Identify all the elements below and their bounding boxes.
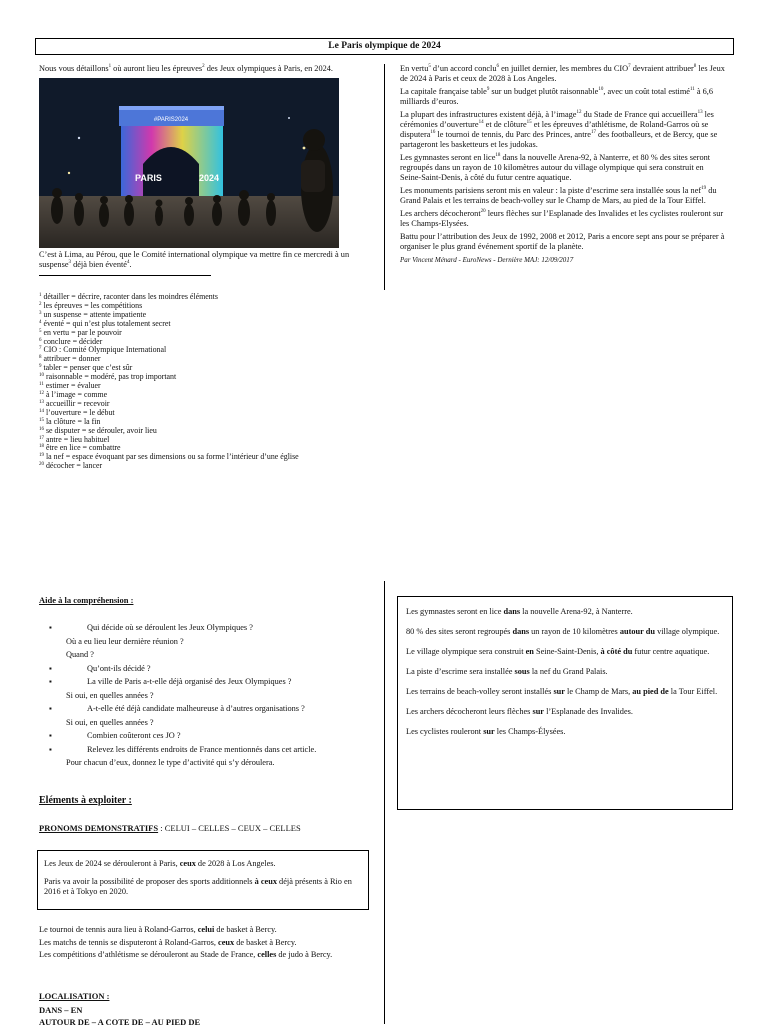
example-text: Les Jeux de 2024 se dérouleront à Paris, bbox=[44, 859, 180, 868]
localisation-text: le Champ de Mars, bbox=[564, 687, 633, 696]
article-paragraph bbox=[400, 110, 726, 150]
footnote-text: raisonnable = modéré, pas trop important bbox=[44, 372, 177, 382]
example-text: Le tournoi de tennis aura lieu à Roland-Garros, bbox=[39, 925, 198, 934]
question-text: A-t-elle été déjà candidate malheureuse à d’autres organisations ? bbox=[87, 704, 305, 713]
example-sentence bbox=[39, 937, 379, 950]
footnote-text: accueillir = recevoir bbox=[44, 398, 110, 408]
localisation-keyword: autour du bbox=[619, 627, 655, 636]
after-photo-text bbox=[39, 250, 363, 270]
sub-question bbox=[46, 716, 366, 730]
example-text: de basket à Bercy. bbox=[214, 925, 277, 934]
article-text: en juillet dernier, les membres du CIO bbox=[499, 64, 629, 73]
footnote-number: 18 bbox=[39, 444, 44, 450]
localisation-text: Les cyclistes rouleront bbox=[406, 727, 484, 736]
localisation-text: village olympique. bbox=[655, 627, 720, 636]
footnote-text: la clôture = la fin bbox=[44, 416, 101, 426]
localisation-keyword: sur bbox=[532, 707, 544, 716]
article-text: le tournoi de tennis, du Parc des Princes, antre bbox=[435, 130, 591, 139]
footnote-text: l’ouverture = le début bbox=[44, 407, 115, 417]
comprehension-questions bbox=[46, 621, 366, 770]
footnote-text: être en lice = combattre bbox=[44, 443, 121, 453]
localisation-example-box bbox=[397, 596, 733, 810]
footnote-ref: 13 bbox=[697, 110, 703, 115]
article-text: devraient attribuer bbox=[630, 64, 694, 73]
footnote-ref: 15 bbox=[526, 120, 532, 125]
bullet-icon: ▪ bbox=[49, 744, 52, 754]
pronoms-example-box bbox=[37, 850, 369, 910]
localisation-keyword: sur bbox=[553, 687, 565, 696]
article-paragraph bbox=[400, 186, 726, 206]
footnote-text: un suspense = attente impatiente bbox=[41, 309, 147, 319]
footnotes-list bbox=[39, 293, 369, 471]
article-text: sur un budget plutôt raisonnable bbox=[489, 87, 599, 96]
footnote-number: 8 bbox=[39, 355, 42, 361]
localisation-keyword: en bbox=[525, 647, 534, 656]
article-text: d’un accord conclu bbox=[430, 64, 497, 73]
article-text: Les gymnastes seront en lice bbox=[400, 153, 496, 162]
elements-title: Eléments à exploiter : bbox=[39, 795, 132, 806]
example-keyword: celui bbox=[197, 925, 215, 934]
page-title: Le Paris olympique de 2024 bbox=[35, 38, 734, 55]
photo-paris-text: PARIS bbox=[135, 173, 162, 183]
footnote-number: 17 bbox=[39, 435, 44, 441]
footnote-text: conclure = décider bbox=[41, 336, 103, 346]
localisation-text: Seine-Saint-Denis, bbox=[533, 647, 601, 656]
after-photo-part: C’est à Lima, au Pérou, que le Comité international olympique va mettre fin ce mercredi à un suspense bbox=[39, 250, 350, 269]
pronoms-list: : CELUI – CELLES – CEUX – CELLES bbox=[158, 823, 301, 833]
localisation-sentence bbox=[406, 647, 726, 657]
intro-part: où auront lieu les épreuves bbox=[111, 64, 203, 73]
footnote-number: 7 bbox=[39, 346, 42, 352]
pronoms-examples bbox=[39, 924, 379, 962]
localisation-keyword: dans bbox=[503, 607, 521, 616]
article-left-column bbox=[39, 64, 363, 279]
pronoms-heading bbox=[39, 823, 301, 833]
footnote-ref: 2 bbox=[202, 64, 205, 69]
footnote-number: 4 bbox=[39, 319, 42, 325]
bullet-icon: ▪ bbox=[49, 623, 52, 632]
article-text: dans la nouvelle Arena-92, à Nanterre, et 80 % des sites seront regroupés dans un rayon de 10 kilomètres autour du village olympique qui sera construit en Seine-Saint-Denis, à côté du futur centre aquatique. bbox=[400, 153, 711, 182]
footnote-separator bbox=[39, 275, 211, 276]
footnote-ref: 1 bbox=[108, 64, 112, 69]
intro-text bbox=[39, 64, 363, 74]
localisation-keyword: au pied de bbox=[632, 687, 669, 696]
question-text: Où a eu lieu leur dernière réunion ? bbox=[66, 636, 184, 646]
question-text: Relevez les différents endroits de France mentionnés dans cet article. bbox=[87, 744, 317, 754]
footnote-number: 14 bbox=[39, 408, 44, 414]
footnote-number: 16 bbox=[39, 426, 44, 432]
column-divider-bottom bbox=[384, 581, 385, 1024]
footnote-text: la nef = espace évoquant par ses dimensions ou sa forme l’intérieur d’une église bbox=[44, 452, 299, 462]
footnote-number: 5 bbox=[39, 328, 42, 334]
article-text: En vertu bbox=[400, 64, 429, 73]
article-text: du Stade de France qui accueillera bbox=[581, 110, 698, 119]
footnote-ref: 10 bbox=[598, 87, 604, 92]
footnote-number: 15 bbox=[39, 417, 44, 423]
localisation-text: 80 % des sites seront regroupés bbox=[406, 627, 513, 636]
localisation-line-1: DANS – EN bbox=[39, 1005, 83, 1015]
question-item bbox=[46, 621, 366, 635]
localisation-line-2: AUTOUR DE – A COTE DE – AU PIED DE bbox=[39, 1017, 201, 1027]
example-text: de basket à Bercy. bbox=[234, 937, 297, 947]
footnote-number: 1 bbox=[39, 293, 42, 298]
article-text: des footballeurs, et de Bercy, que se partageront les basketteurs et les judokas. bbox=[400, 130, 718, 149]
localisation-sentence bbox=[406, 687, 726, 697]
localisation-sentence bbox=[406, 607, 726, 617]
footnote-number: 11 bbox=[39, 382, 44, 388]
question-text: Quand ? bbox=[66, 650, 94, 659]
bullet-icon: ▪ bbox=[49, 731, 52, 740]
localisation-text: futur centre aquatique. bbox=[632, 647, 710, 656]
localisation-keyword: sur bbox=[483, 727, 495, 736]
photo-banner-text: #PARIS2024 bbox=[153, 117, 189, 123]
footnote-text: en vertu = par le pouvoir bbox=[41, 327, 122, 337]
example-keyword: celles bbox=[257, 950, 277, 959]
localisation-sentence bbox=[406, 627, 726, 637]
footnote-ref: 5 bbox=[428, 64, 431, 69]
footnote-ref: 6 bbox=[496, 64, 499, 69]
footnote-ref: 4 bbox=[126, 260, 130, 265]
question-text: Si oui, en quelles années ? bbox=[66, 717, 154, 727]
localisation-keyword: sous bbox=[514, 667, 530, 676]
sub-question bbox=[46, 648, 366, 662]
footnote-text: estimer = évaluer bbox=[43, 381, 101, 391]
example-text: déjà présents à Rio en 2016 et à Tokyo en 2020. bbox=[44, 877, 352, 896]
article-paragraph bbox=[400, 64, 726, 84]
example-sentence bbox=[39, 924, 379, 937]
localisation-text: l’Esplanade des Invalides. bbox=[544, 707, 633, 716]
bullet-icon: ▪ bbox=[49, 663, 52, 673]
article-text: La plupart des infrastructures existent déjà, à l’image bbox=[400, 110, 577, 119]
footnote-text: se disputer = se dérouler, avoir lieu bbox=[44, 425, 157, 435]
footnote-text: détailler = décrire, raconter dans les moindres éléments bbox=[41, 292, 218, 301]
photo-illustration bbox=[39, 78, 339, 248]
footnote-ref: 18 bbox=[495, 153, 501, 158]
localisation-text: les Champs-Élysées. bbox=[494, 727, 566, 736]
footnote-text: CIO : Comité Olympique International bbox=[41, 345, 167, 355]
footnote-number: 2 bbox=[39, 301, 42, 307]
article-text: du Grand Palais et les terrains de beach-volley sur le Champ de Mars, au pied de la Tour Eiffel. bbox=[400, 186, 717, 205]
localisation-sentence bbox=[406, 707, 726, 717]
question-text: Qui décide où se déroulent les Jeux Olympiques ? bbox=[87, 623, 253, 632]
article-text: et les épreuves d’athlétisme, de Roland-Garros où se disputera bbox=[400, 120, 709, 139]
footnote-number: 19 bbox=[39, 453, 44, 459]
aide-title: Aide à la compréhension : bbox=[39, 595, 134, 605]
article-text: , avec un coût total estimé bbox=[603, 87, 690, 96]
example-sentence bbox=[39, 949, 379, 962]
example-keyword: à ceux bbox=[254, 877, 277, 886]
example-text: de 2028 à Los Angeles. bbox=[195, 859, 276, 868]
article-text: les Jeux de 2024 à Paris et ceux de 2028 à Los Angeles. bbox=[400, 64, 725, 83]
footnote-ref: 12 bbox=[576, 110, 582, 115]
localisation-text: la nouvelle Arena-92, à Nanterre. bbox=[520, 607, 633, 616]
localisation-text: Les gymnastes seront en lice bbox=[406, 607, 504, 616]
arc-de-triomphe-photo bbox=[39, 78, 339, 248]
intro-part: Nous vous détaillons bbox=[39, 64, 109, 73]
footnote-text: à l’image = comme bbox=[44, 389, 108, 399]
article-text: les cérémonies d’ouverture bbox=[400, 110, 714, 129]
footnote-number: 13 bbox=[39, 399, 44, 405]
footnote-number: 6 bbox=[39, 337, 42, 343]
article-text: à 6,6 milliards d’euros. bbox=[400, 87, 714, 106]
footnote-text: antre = lieu habituel bbox=[44, 434, 110, 444]
column-divider bbox=[384, 64, 385, 290]
sub-question bbox=[46, 635, 366, 649]
question-text: Si oui, en quelles années ? bbox=[66, 690, 154, 700]
localisation-text: la Tour Eiffel. bbox=[668, 687, 718, 696]
article-right-column bbox=[400, 64, 726, 265]
question-item bbox=[46, 702, 366, 716]
article-paragraph bbox=[400, 153, 726, 183]
footnote-item bbox=[39, 462, 369, 471]
article-paragraph bbox=[400, 232, 726, 252]
localisation-title: LOCALISATION : bbox=[39, 991, 110, 1001]
footnote-ref: 11 bbox=[689, 87, 695, 92]
footnote-number: 3 bbox=[39, 310, 42, 316]
localisation-sentence bbox=[406, 727, 726, 737]
byline: Par Vincent Ménard - EuroNews - Dernière MAJ: 12/09/2017 bbox=[400, 256, 574, 264]
example-text: Les compétitions d’athlétisme se dérouleront au Stade de France, bbox=[39, 950, 258, 959]
localisation-text: Le village olympique sera construit bbox=[406, 647, 526, 656]
question-item bbox=[46, 675, 366, 689]
question-text: La ville de Paris a-t-elle déjà organisé des Jeux Olympiques ? bbox=[87, 677, 292, 686]
question-item bbox=[46, 729, 366, 743]
footnote-number: 12 bbox=[39, 390, 44, 396]
localisation-text: Les archers décocheront leurs flèches bbox=[406, 707, 533, 716]
sub-question bbox=[46, 689, 366, 703]
photo-year-text: 2024 bbox=[199, 173, 220, 183]
question-item bbox=[46, 743, 366, 757]
footnote-text: attribuer = donner bbox=[41, 354, 101, 364]
intro-part: des Jeux olympiques à Paris, en 2024. bbox=[204, 64, 333, 73]
article-text: Les archers décocheront bbox=[400, 209, 481, 218]
footnote-ref: 17 bbox=[590, 130, 596, 135]
footnote-ref: 20 bbox=[480, 209, 486, 214]
after-photo-part: déjà bien éventé bbox=[71, 260, 127, 269]
question-text: Pour chacun d’eux, donnez le type d’activité qui s’y déroulera. bbox=[66, 758, 275, 767]
localisation-text: Les terrains de beach-volley seront installés bbox=[406, 687, 554, 696]
footnote-ref: 3 bbox=[68, 260, 71, 265]
after-photo-part: . bbox=[129, 260, 132, 269]
article-paragraph bbox=[400, 209, 726, 229]
localisation-keyword: à côté du bbox=[600, 647, 633, 656]
footnote-ref: 14 bbox=[478, 120, 484, 125]
example-sentence bbox=[44, 859, 358, 869]
footnote-ref: 9 bbox=[486, 87, 490, 92]
footnote-ref: 16 bbox=[430, 130, 436, 135]
localisation-text: La piste d’escrime sera installée bbox=[406, 667, 515, 676]
example-text: Les matchs de tennis se disputeront à Roland-Garros, bbox=[39, 937, 219, 947]
bullet-icon: ▪ bbox=[49, 677, 52, 686]
footnote-text: décocher = lancer bbox=[44, 461, 103, 471]
article-text: et de clôture bbox=[483, 120, 527, 129]
right-paragraphs bbox=[400, 64, 726, 252]
footnote-ref: 8 bbox=[693, 64, 697, 69]
footnote-number: 10 bbox=[39, 373, 44, 379]
question-item bbox=[46, 662, 366, 676]
article-text: leurs flèches sur l’Esplanade des Invalides et les cyclistes rouleront sur les Champs-Elysées. bbox=[400, 209, 724, 228]
example-keyword: ceux bbox=[179, 859, 196, 868]
localisation-text: un rayon de 10 kilomètres bbox=[529, 627, 620, 636]
example-keyword: ceux bbox=[218, 937, 235, 947]
example-sentence bbox=[44, 877, 358, 897]
footnote-ref: 19 bbox=[701, 186, 707, 191]
question-text: Combien coûteront ces JO ? bbox=[87, 731, 181, 740]
pronoms-label: PRONOMS DEMONSTRATIFS bbox=[39, 823, 159, 833]
localisation-sentence bbox=[406, 667, 726, 677]
footnote-ref: 7 bbox=[628, 64, 631, 69]
sub-question bbox=[46, 756, 366, 770]
localisation-text: la nef du Grand Palais. bbox=[529, 667, 608, 676]
footnote-number: 20 bbox=[39, 462, 44, 468]
question-text: Qu’ont-ils décidé ? bbox=[87, 663, 151, 673]
article-text: La capitale française table bbox=[400, 87, 487, 96]
localisation-keyword: dans bbox=[512, 627, 530, 636]
article-paragraph bbox=[400, 87, 726, 107]
example-text: Paris va avoir la possibilité de proposer des sports additionnels bbox=[44, 877, 255, 886]
article-text: Battu pour l’attribution des Jeux de 1992, 2008 et 2012, Paris a encore sept ans pour se préparer à organiser le plus grand événement sportif de la planète. bbox=[400, 232, 725, 251]
footnote-number: 9 bbox=[39, 364, 42, 370]
article-text: Les monuments parisiens seront mis en valeur : la piste d’escrime sera installée sous la nef bbox=[400, 186, 702, 195]
footnote-text: tabler = penser que c’est sûr bbox=[41, 363, 133, 373]
bullet-icon: ▪ bbox=[49, 704, 52, 713]
footnote-text: éventé = qui n’est plus totalement secret bbox=[41, 318, 171, 328]
example-text: de judo à Bercy. bbox=[276, 950, 333, 959]
footnote-text: les épreuves = les compétitions bbox=[41, 300, 143, 310]
